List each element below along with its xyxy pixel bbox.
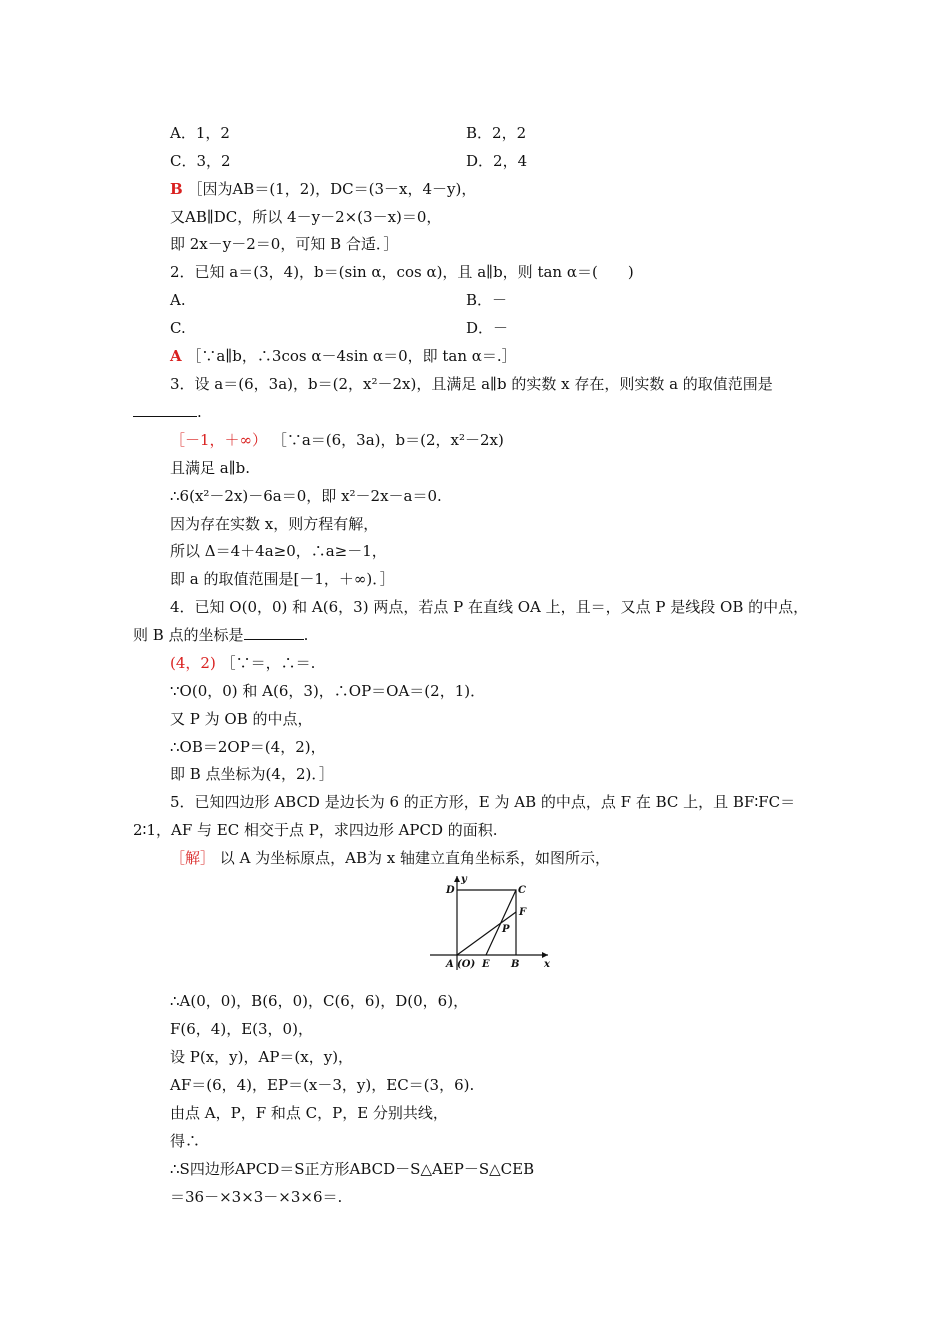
q2-solution-text: ［∵a∥b，∴3cos α－4sin α＝0，即 tan α＝.］ [186, 347, 517, 365]
q4-solution-line-1 [170, 652, 315, 674]
q5-line-8: ＝36－×3×3－×3×6＝. [170, 1188, 343, 1206]
q4-solution-text-1: ［∵＝，∴＝. [220, 654, 316, 672]
q1-option-b: B．2，2 [466, 124, 527, 142]
q5-solution-tag: ［解］ [170, 849, 216, 867]
q2-option-c: C. [170, 319, 186, 337]
q3-solution-line-5: 所以 Δ＝4＋4a≥0，∴a≥－1， [170, 542, 387, 560]
label-b: B [511, 959, 520, 970]
q1-option-d: D．2，4 [466, 152, 528, 170]
q2-option-a: A. [170, 291, 186, 309]
q4-solution-line-2: ∵O(0，0) 和 A(6，3)，∴OP＝OA＝(2，1)． [170, 682, 486, 700]
q1-option-c: C．3，2 [170, 152, 231, 170]
q3-answer: ［－1，＋∞） [170, 431, 268, 449]
q5-line-6: 得∴ [170, 1132, 201, 1150]
q3-solution-line-2: 且满足 a∥b. [170, 459, 251, 477]
q5-solution-intro-line [170, 847, 610, 869]
label-p: P [502, 924, 510, 935]
q3-solution-text-1: ［∵a＝(6，3a)，b＝(2，x²－2x) [271, 431, 504, 449]
label-f: F [519, 907, 527, 918]
x-axis-arrow [542, 952, 548, 958]
q5-stem-line-1: 5．已知四边形 ABCD 是边长为 6 的正方形，E 为 AB 的中点，点 F 在 BC 上，且 BF∶FC＝ [170, 793, 796, 811]
q2-option-d: D．－ [466, 319, 509, 337]
label-o: (O) [457, 959, 476, 970]
label-d: D [446, 885, 455, 896]
q1-option-a: A．1，2 [170, 124, 230, 142]
q3-stem-end: . [197, 403, 202, 421]
q5-stem-line-2: 2∶1，AF 与 EC 相交于点 P，求四边形 APCD 的面积. [133, 821, 498, 839]
label-x: x [544, 959, 550, 970]
q5-solution-intro: 以 A 为坐标原点，AB为 x 轴建立直角坐标系，如图所示， [219, 849, 611, 867]
q5-line-3: 设 P(x，y)，AP＝(x，y)， [170, 1048, 354, 1066]
q4-stem-end: . [303, 626, 309, 644]
coordinate-figure [430, 870, 560, 975]
q4-stem-line-1: 4．已知 O(0，0) 和 A(6，3) 两点，若点 P 在直线 OA 上，且＝，又点 P 是线段 OB 的中点， [170, 598, 809, 616]
q1-solution-line-1 [170, 178, 476, 200]
q4-solution-line-3: 又 P 为 OB 的中点， [170, 710, 313, 728]
q4-stem-line-2 [133, 624, 308, 646]
q5-line-1: ∴A(0，0)，B(6，0)，C(6，6)，D(0，6)， [170, 992, 469, 1010]
q4-answer: (4，2) [170, 654, 216, 672]
q2-stem: 2．已知 a＝(3，4)，b＝(sin α，cos α)，且 a∥b，则 tan α＝( ) [170, 263, 634, 281]
q4-solution-line-4: ∴OB＝2OP＝(4，2)， [170, 738, 326, 756]
square-outline [457, 890, 516, 955]
q5-line-5: 由点 A，P，F 和点 C，P，E 分别共线， [170, 1104, 448, 1122]
q3-solution-line-6: 即 a 的取值范围是[－1，＋∞)．］ [170, 570, 395, 588]
q1-solution-text-1: ［因为AB＝(1，2)，DC＝(3－x，4－y)， [187, 180, 477, 198]
label-e: E [482, 959, 490, 970]
label-y: y [461, 874, 467, 885]
segment-ec [486, 890, 516, 955]
q4-solution-line-5: 即 B 点坐标为(4，2)．］ [170, 765, 334, 783]
q1-solution-line-3: 即 2x－y－2＝0，可知 B 合适．］ [170, 235, 399, 253]
q3-stem-line-2 [133, 401, 202, 423]
q3-solution-line-1 [170, 429, 504, 451]
q2-option-b: B．－ [466, 291, 508, 309]
q1-solution-line-2: 又AB∥DC，所以 4－y－2×(3－x)＝0， [170, 208, 442, 226]
q5-line-2: F(6，4)，E(3，0)， [170, 1020, 313, 1038]
q3-solution-line-4: 因为存在实数 x，则方程有解， [170, 515, 379, 533]
q3-solution-line-3: ∴6(x²－2x)－6a＝0，即 x²－2x－a＝0. [170, 487, 442, 505]
q3-answer-blank [133, 402, 197, 417]
q5-line-4: AF＝(6，4)，EP＝(x－3，y)，EC＝(3，6). [170, 1076, 475, 1094]
q2-solution-line [170, 345, 517, 367]
q5-line-7: ∴S四边形APCD＝S正方形ABCD－S△AEP－S△CEB [170, 1160, 535, 1178]
q4-answer-blank [244, 625, 304, 640]
label-a: A [446, 959, 454, 970]
q3-stem-line-1: 3．设 a＝(6，3a)，b＝(2，x²－2x)，且满足 a∥b 的实数 x 存在，则实数 a 的取值范围是 [170, 375, 773, 393]
label-c: C [518, 885, 526, 896]
q2-answer-letter: A [170, 347, 182, 365]
q1-answer-letter: B [170, 180, 183, 198]
y-axis-arrow [454, 876, 460, 882]
q4-stem-text: 则 B 点的坐标是 [133, 626, 244, 644]
